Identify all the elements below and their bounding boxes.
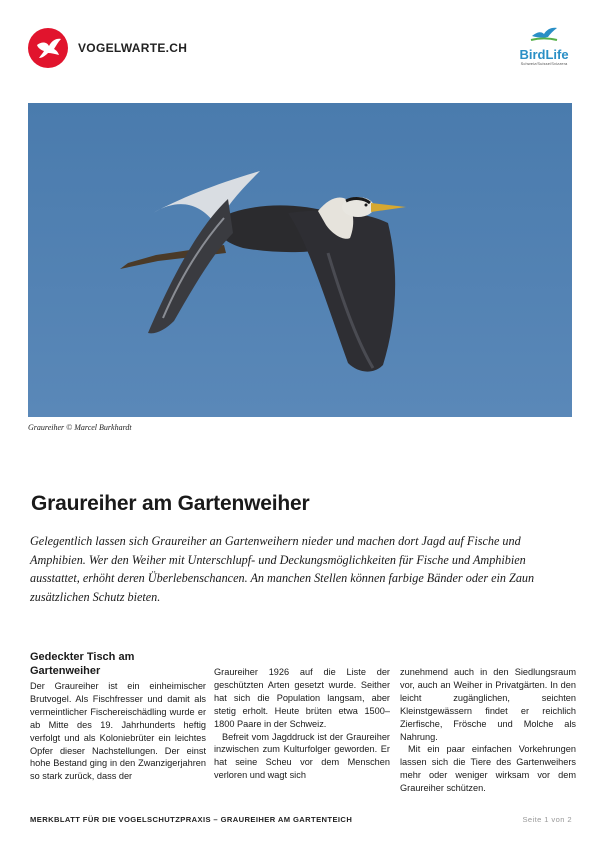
paragraph: Befreit vom Jagddruck ist der Graureiher inzwischen zum Kulturfolger geworden. Er hat seine Scheu vor dem Menschen verloren und wagt sich <box>214 731 390 781</box>
text-column-1 <box>30 651 206 783</box>
paragraph: Mit ein paar einfachen Vorkehrungen lassen sich die Tiere des Gartenweihers mehr oder weniger wirksam vor dem Graureiher schützen. <box>400 744 576 794</box>
photo-caption: Graureiher © Marcel Burkhardt <box>28 423 132 432</box>
bird-logo-icon <box>28 28 68 68</box>
page-footer <box>30 815 572 824</box>
birdlife-logo[interactable] <box>516 26 572 66</box>
birdlife-subtitle: Schweiz/Suisse/Svizzera <box>520 61 568 66</box>
text-column-2 <box>214 666 390 782</box>
paragraph: Der Graureiher ist ein einheimischer Brutvogel. Als Fischfresser und damit als vermeintlicher Fischereischädling wurde er ab Mitte des 19. Jahrhunderts heftig verfolgt und als Koloniebrüter ein leichtes Opfer dieser Nachstellungen. Der einst hohe Bestand ging in den Zwanzigerjahren so stark zurück, dass der <box>30 681 206 782</box>
paragraph: Graureiher 1926 auf die Liste der geschützten Arten gesetzt wurde. Seither hat sich die Population langsam, aber stetig erholt. Heute brüten etwa 1500–1800 Paare in der Schweiz. <box>214 667 390 729</box>
page-number: Seite 1 von 2 <box>522 815 572 824</box>
footer-title: MERKBLATT FÜR DIE VOGELSCHUTZPRAXIS – GRAUREIHER AM GARTENTEICH <box>30 815 353 824</box>
paragraph: zunehmend auch in den Siedlungsraum vor, auch an Weiher in Privatgärten. In den leicht zugänglichen, seichten Kleinstgewässern findet er reichlich Zierfische, Frösche und Molche als Nahrung. <box>400 667 576 742</box>
site-name[interactable]: VOGELWARTE.CH <box>78 41 188 55</box>
page-title: Graureiher am Gartenweiher <box>31 492 310 515</box>
heron-photo <box>28 103 572 417</box>
heron-illustration <box>28 103 572 417</box>
birdlife-bird-icon <box>529 26 559 42</box>
vogelwarte-logo[interactable] <box>28 28 68 68</box>
birdlife-name: BirdLife <box>519 47 569 62</box>
text-column-3 <box>400 666 576 795</box>
site-header <box>28 28 187 68</box>
section-heading: Gedeckter Tisch am Gartenweiher <box>30 651 135 677</box>
lead-paragraph: Gelegentlich lassen sich Graureiher an Gartenweihern nieder und machen dort Jagd auf Fische und Amphibien. Wer den Weiher mit Unterschlupf- und Deckungsmöglichkeiten für Fische und Amphibien ausstattet, erhöht deren Überlebenschancen. An manchen Stellen können farbige Bänder oder ein Zaun zusätzlichen Schutz bieten. <box>30 534 535 604</box>
